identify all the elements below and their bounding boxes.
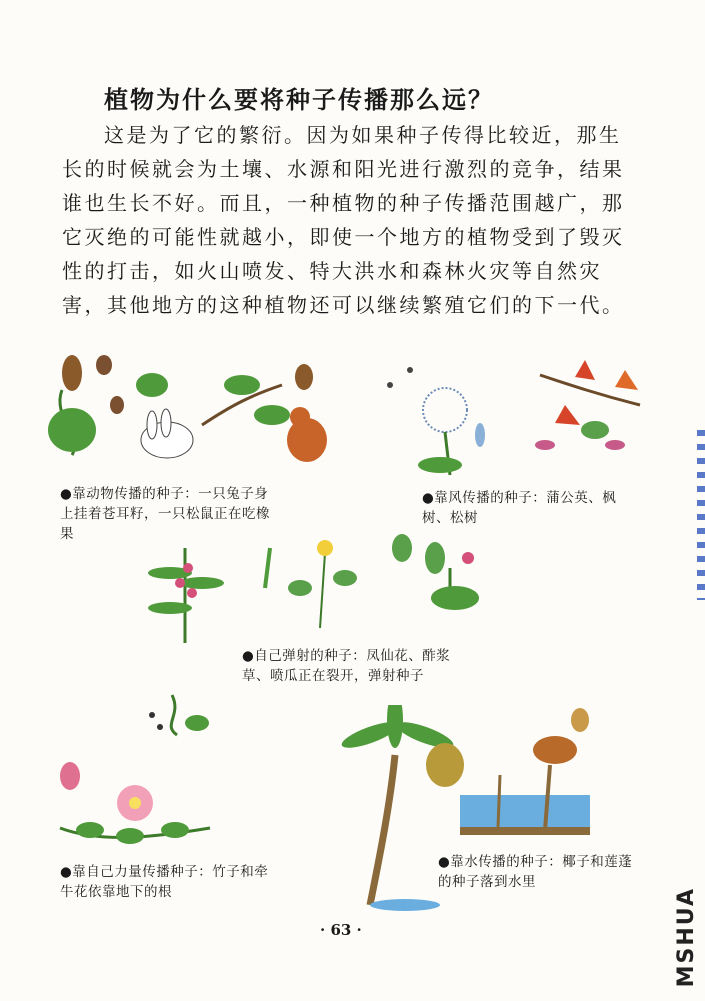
self-power-illustration: [50, 758, 220, 853]
caption-animal-dispersal: ●靠动物传播的种子：一只兔子身上挂着苍耳籽，一只松鼠正在吃橡果: [60, 486, 270, 542]
caption-water-dispersal: ●靠水传播的种子：椰子和莲蓬的种子落到水里: [438, 854, 633, 890]
body-paragraph: 这是为了它的繁衍。因为如果种子传得比较近，那生长的时候就会为土壤、水源和阳光进行激烈的竞争，结果谁也生长不好。而且，一种植物的种子传播范围越广，那它灭绝的可能性就越小，即使一个地方的植物受到了毁灭性的打击，如火山喷发、特大洪水和森林火灾等自然灾害，其他地方的这种植物还可以继续繁殖它们的下一代。: [62, 123, 625, 317]
wind-dispersal-illustration: [370, 345, 660, 485]
self-ejecting-illustration: [130, 528, 500, 643]
watermark: MSHUA: [674, 886, 699, 987]
caption-self-power: ●靠自己力量传播种子：竹子和牵牛花依靠地下的根: [60, 864, 269, 900]
animal-dispersal-illustration: [42, 345, 342, 475]
caption-wind-dispersal: ●靠风传播的种子：蒲公英、枫树、松树: [422, 490, 617, 526]
page-title: 植物为什么要将种子传播那么远？: [104, 86, 494, 114]
caption-self-ejecting: ●自己弹射的种子：凤仙花、酢浆草、喷瓜正在裂开，弹射种子: [242, 648, 451, 684]
self-ejecting-seeds-splash: [142, 685, 222, 740]
page-edge-marks: [697, 430, 705, 600]
page-number: · 63 ·: [320, 921, 362, 939]
